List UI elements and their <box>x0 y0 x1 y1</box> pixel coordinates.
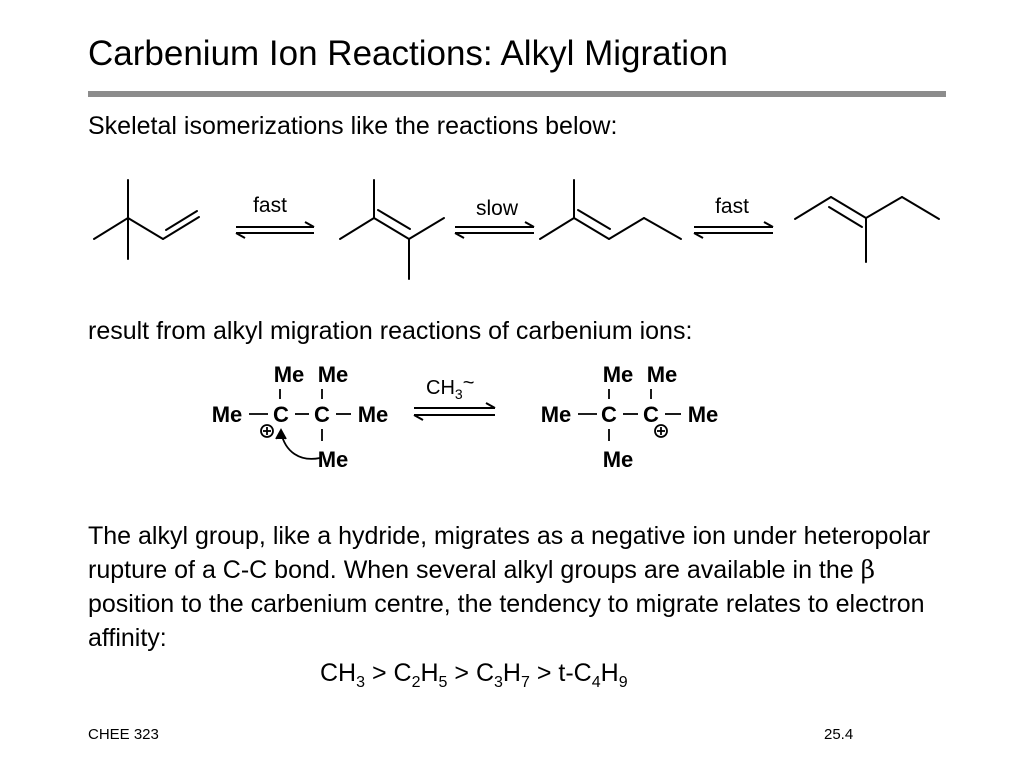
molecule-3-skeletal <box>540 180 681 239</box>
me-top-right-1: Me <box>317 362 349 387</box>
me-top-right-2: Me <box>646 362 678 387</box>
arrow-label-3: fast <box>715 195 749 218</box>
equilibrium-arrow-3 <box>694 222 773 238</box>
carbon-cation-1: C <box>273 402 289 427</box>
arrow-label-1: fast <box>253 194 287 217</box>
molecule-4-skeletal <box>795 197 939 262</box>
slide-title: Carbenium Ion Reactions: Alkyl Migration <box>88 34 729 73</box>
carbon-2a: C <box>601 402 617 427</box>
arrow-label-2: slow <box>475 197 519 220</box>
me-top-left-2: Me <box>602 362 634 387</box>
middle-text: result from alkyl migration reactions of carbenium ions: <box>88 317 693 345</box>
migration-order-equation: $CH_3 > C_2H_5 > C_3H_7 > t-C_4H_9$ <box>320 659 628 691</box>
equilibrium-arrow-ions <box>414 403 495 420</box>
paragraph-part-2: position to the carbenium centre, the tendency to migrate relates to electron affinity: <box>88 590 925 652</box>
equilibrium-arrow-2 <box>455 222 534 238</box>
explanation-paragraph <box>88 519 948 655</box>
carbon-1b: C <box>314 402 330 427</box>
paragraph-part-1: The alkyl group, like a hydride, migrates as a negative ion under heteropolar rupture of a C-C bond. When several alkyl groups are available in the <box>88 522 931 584</box>
carbenium-ion-2 <box>541 362 719 472</box>
molecule-1-skeletal <box>94 180 199 259</box>
me-left-2: Me <box>540 402 572 427</box>
beta-symbol: β <box>860 555 876 584</box>
molecule-2-skeletal <box>340 180 444 279</box>
footer-page-number: 25.4 <box>824 726 854 743</box>
me-right-1: Me <box>357 402 389 427</box>
intro-text: Skeletal isomerizations like the reactions below: <box>88 112 618 140</box>
carbon-cation-2: C <box>643 402 659 427</box>
me-top-left-1: Me <box>273 362 305 387</box>
me-right-2: Me <box>687 402 719 427</box>
equilibrium-arrow-1 <box>236 222 314 238</box>
migrating-group-label: $CH_3\sim$ <box>426 372 475 402</box>
carbenium-ion-1 <box>212 362 389 472</box>
me-left-1: Me <box>211 402 243 427</box>
footer-course: CHEE 323 <box>88 726 159 743</box>
me-bottom-1: Me <box>317 447 349 472</box>
me-bottom-2: Me <box>602 447 634 472</box>
